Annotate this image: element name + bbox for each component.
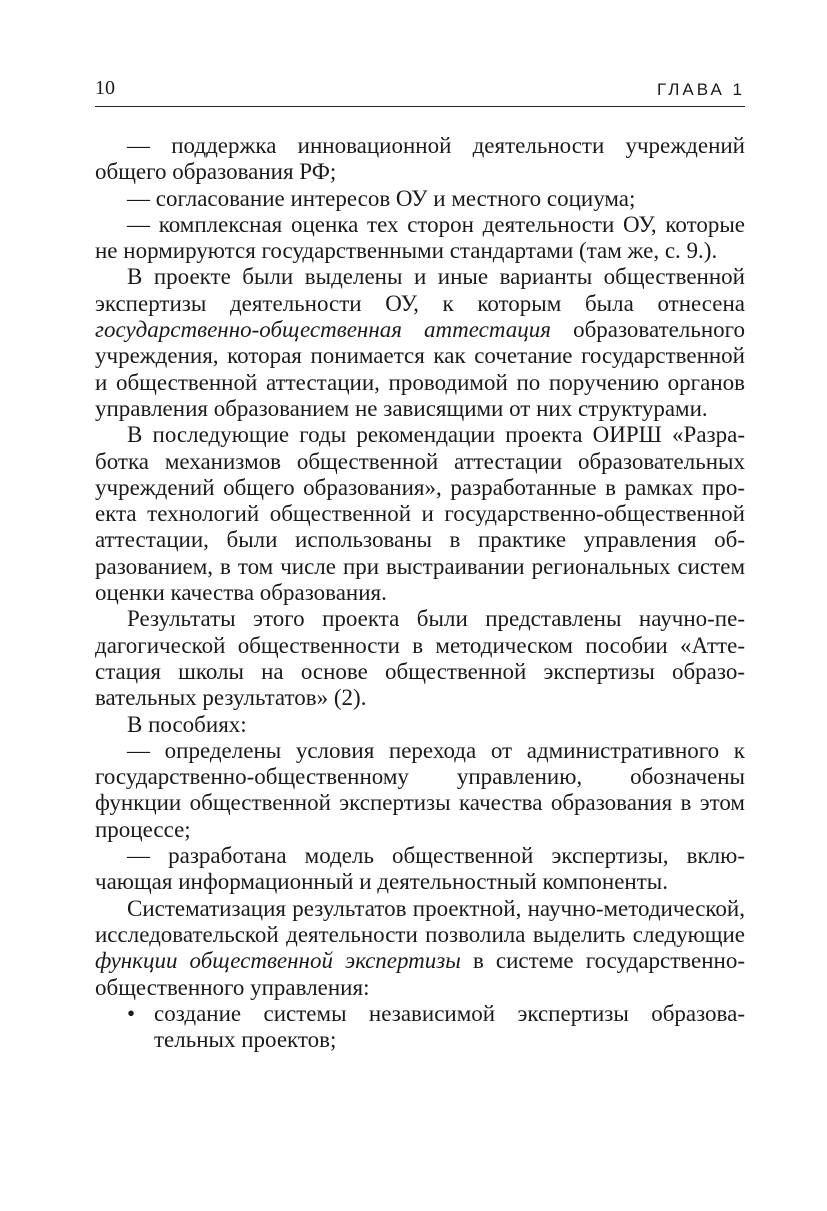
italic-term: государственно-общественная аттестация	[95, 317, 551, 343]
bullet-icon: •	[127, 1000, 136, 1026]
paragraph: — поддержка инновационной деятельности учреждений общего образования РФ;	[95, 133, 745, 185]
paragraph: В последующие годы рекомендации проекта ОИРШ «Разработка механизмов общественной аттестации образовательных учреждений общего образования», разработанные в рамках проекта технологий общественной и государственно-общественной аттестации, были использованы в практике управления образованием, в том числе при выстраивании региональных систем оценки качества образования.	[95, 422, 745, 606]
running-header	[95, 70, 745, 107]
paragraph: В пособиях:	[127, 711, 247, 737]
paragraph	[95, 896, 745, 1001]
paragraph: Результаты этого проекта были представлены научно-педагогической общественности в методическом пособии «Аттестация школы на основе общественной экспертизы образовательных результатов» (2).	[95, 606, 745, 711]
paragraph	[95, 264, 745, 422]
bullet-text: создание системы независимой экспертизы образовательных проектов;	[154, 1000, 745, 1053]
paragraph: — согласование интересов ОУ и местного социума;	[127, 185, 636, 211]
paragraph-text: В проекте были выделены и иные варианты общественной экспертизы деятельности ОУ, к которым была отнесена	[95, 264, 745, 316]
body-text	[95, 133, 745, 1053]
paragraph: — комплексная оценка тех сторон деятельности ОУ, которые не нормируются государственными стандартами (там же, с. 9.).	[95, 211, 745, 264]
chapter-title: ГЛАВА 1	[656, 80, 745, 99]
book-page	[95, 70, 745, 1053]
italic-term: функции общественной экспертизы	[95, 948, 461, 974]
paragraph-text: в системе государственно-общественного управления:	[95, 948, 745, 1000]
page-number: 10	[95, 77, 115, 99]
paragraph-text: образовательного учреждения, которая понимается как сочетание государственной и общественной аттестации, проводимой по поручению органов управления образованием не зависящими от них структурами.	[95, 317, 745, 421]
paragraph-text: Систематизация результатов проектной, научно-методической, исследовательской деятельности позволила выделить следующие	[95, 895, 745, 947]
paragraph: — разработана модель общественной экспертизы, включающая информационный и деятельностный компоненты.	[95, 843, 745, 895]
paragraph: — определены условия перехода от административного к государственно-общественному управлению, обозначены функции общественной экспертизы качества образования в этом процессе;	[95, 737, 745, 842]
bullet-item	[95, 1001, 745, 1054]
